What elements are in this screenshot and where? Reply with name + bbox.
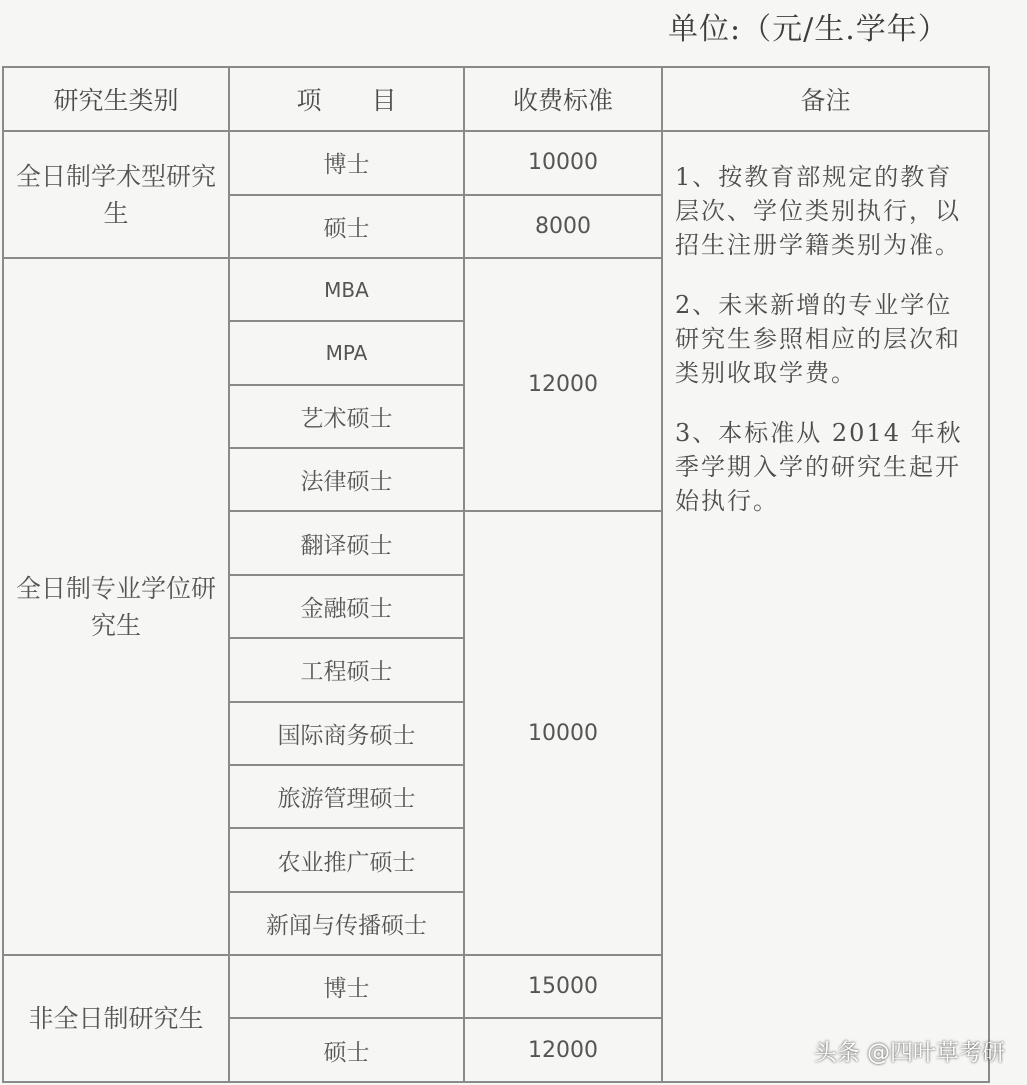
fee-cell: 10000 [464, 131, 662, 194]
note-item: 2、未来新增的专业学位研究生参照相应的层次和类别收取学费。 [675, 291, 961, 388]
item-cell: 博士 [229, 131, 464, 194]
item-cell: 旅游管理硕士 [229, 765, 464, 828]
category-professional: 全日制专业学位研究生 [3, 258, 229, 955]
item-cell: 翻译硕士 [229, 511, 464, 574]
category-academic: 全日制学术型研究生 [3, 131, 229, 258]
item-cell: 硕士 [229, 195, 464, 258]
fee-cell: 15000 [464, 955, 662, 1018]
notes-cell [662, 131, 989, 1082]
table-header-row [3, 67, 989, 131]
fee-cell: 10000 [464, 511, 662, 955]
tuition-fee-table [2, 66, 990, 1083]
item-cell: 农业推广硕士 [229, 828, 464, 891]
unit-label: 单位:（元/生.学年） [668, 12, 949, 47]
fee-cell: 8000 [464, 195, 662, 258]
item-cell: 博士 [229, 955, 464, 1018]
table-row [3, 131, 989, 194]
header-category: 研究生类别 [3, 67, 229, 131]
item-cell: 法律硕士 [229, 448, 464, 511]
item-cell: 艺术硕士 [229, 385, 464, 448]
item-cell: 硕士 [229, 1018, 464, 1082]
item-cell: 工程硕士 [229, 638, 464, 701]
item-cell: MPA [229, 321, 464, 384]
watermark-label: 头条 @四叶草考研 [813, 1040, 1005, 1066]
note-item: 3、本标准从 2014 年秋季学期入学的研究生起开始执行。 [675, 419, 963, 516]
fee-cell: 12000 [464, 258, 662, 512]
header-item: 项 目 [229, 67, 464, 131]
item-cell: 国际商务硕士 [229, 702, 464, 765]
category-parttime: 非全日制研究生 [3, 955, 229, 1082]
item-cell: 金融硕士 [229, 575, 464, 638]
header-fee: 收费标准 [464, 67, 662, 131]
header-notes: 备注 [662, 67, 989, 131]
fee-cell: 12000 [464, 1018, 662, 1082]
item-cell: 新闻与传播硕士 [229, 892, 464, 955]
item-cell: MBA [229, 258, 464, 321]
note-item: 1、按教育部规定的教育层次、学位类别执行，以招生注册学籍类别为准。 [675, 163, 961, 260]
